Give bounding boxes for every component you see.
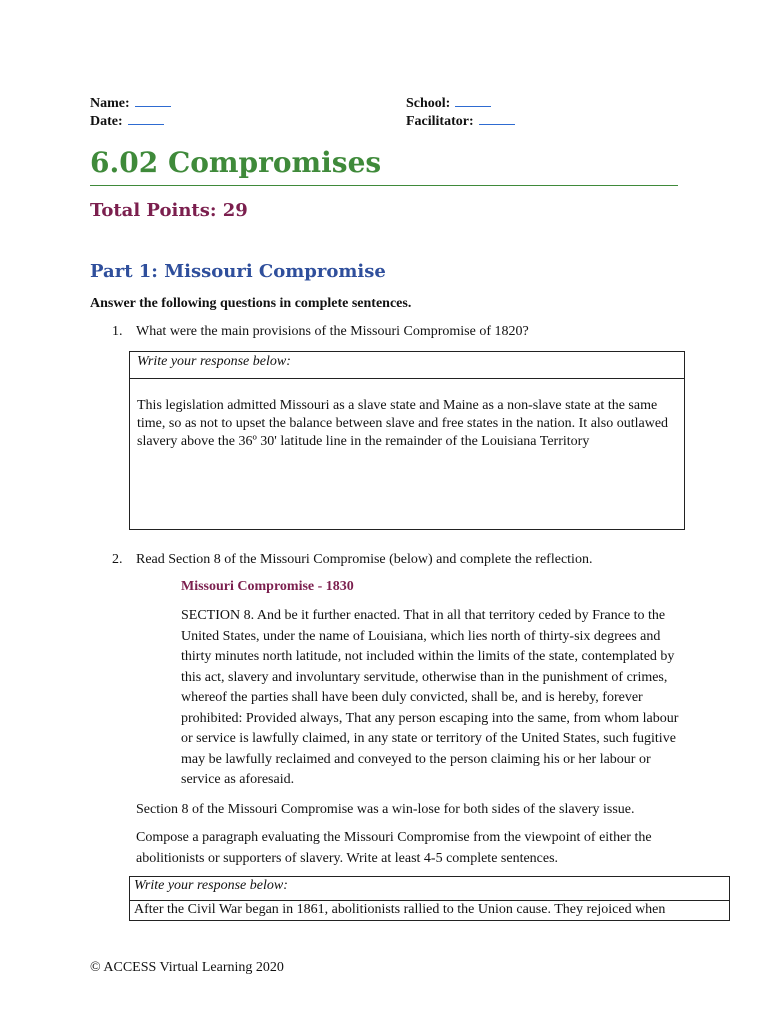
title-divider bbox=[90, 185, 678, 186]
page-title: 6.02 Compromises bbox=[90, 146, 382, 179]
statement: Section 8 of the Missouri Compromise was a win-lose for both sides of the slavery issue. bbox=[136, 802, 635, 817]
prompt: Compose a paragraph evaluating the Missouri Compromise from the viewpoint of either the abolitionists or supporters of slavery. Write at least 4-5 complete sentences. bbox=[136, 830, 652, 866]
school-label: School: bbox=[406, 96, 451, 111]
part-heading: Part 1: Missouri Compromise bbox=[90, 261, 386, 282]
school-field bbox=[406, 94, 491, 112]
date-field bbox=[90, 112, 164, 130]
question-2-number: 2. bbox=[112, 552, 123, 567]
response-box-1[interactable] bbox=[129, 351, 685, 530]
source-text: SECTION 8. And be it further enacted. That in all that territory ceded by France to the United States, under the name of Louisiana, which lies north of thirty-six degrees and thirty minutes north latitude, not included within the limits of the state, contemplated by this act, slavery and involuntary servitude, otherwise than in the punishment of crimes, whereof the parties shall have been duly convicted, shall be, and is hereby, forever prohibited: Provided always, That any person escaping into the same, from whom labour or service is lawfully claimed, in any state or territory of the United States, such fugitive may be lawfully reclaimed and conveyed to the person claiming his or her labour or service as aforesaid. bbox=[181, 608, 679, 787]
facilitator-field bbox=[406, 112, 515, 130]
copyright-footer: © ACCESS Virtual Learning 2020 bbox=[90, 960, 284, 975]
facilitator-blank[interactable] bbox=[479, 112, 515, 125]
response-label-2: Write your response below: bbox=[130, 877, 729, 901]
total-points: Total Points: 29 bbox=[90, 200, 248, 221]
question-1-text: What were the main provisions of the Missouri Compromise of 1820? bbox=[136, 324, 529, 339]
response-text-1[interactable]: This legislation admitted Missouri as a slave state and Maine as a non-slave state at the same time, so as not to upset the balance between slave and free states in the nation. It also outlawed slavery above the 36º 30' latitude line in the remainder of the Louisiana Territory bbox=[137, 398, 669, 449]
response-box-2[interactable] bbox=[129, 876, 730, 921]
date-blank[interactable] bbox=[128, 112, 164, 125]
response-label-1: Write your response below: bbox=[130, 352, 684, 379]
response-text-2[interactable]: After the Civil War began in 1861, abolitionists rallied to the Union cause. They rejoiced when bbox=[134, 902, 666, 917]
name-field bbox=[90, 94, 171, 112]
date-label: Date: bbox=[90, 114, 123, 129]
name-label: Name: bbox=[90, 96, 130, 111]
facilitator-label: Facilitator: bbox=[406, 114, 474, 129]
question-2 bbox=[112, 552, 592, 568]
source-title: Missouri Compromise - 1830 bbox=[181, 579, 354, 594]
name-blank[interactable] bbox=[135, 94, 171, 107]
school-blank[interactable] bbox=[455, 94, 491, 107]
question-1-number: 1. bbox=[112, 324, 123, 339]
question-1 bbox=[112, 324, 529, 340]
question-2-text: Read Section 8 of the Missouri Compromise (below) and complete the reflection. bbox=[136, 552, 593, 567]
instructions: Answer the following questions in complete sentences. bbox=[90, 296, 412, 311]
